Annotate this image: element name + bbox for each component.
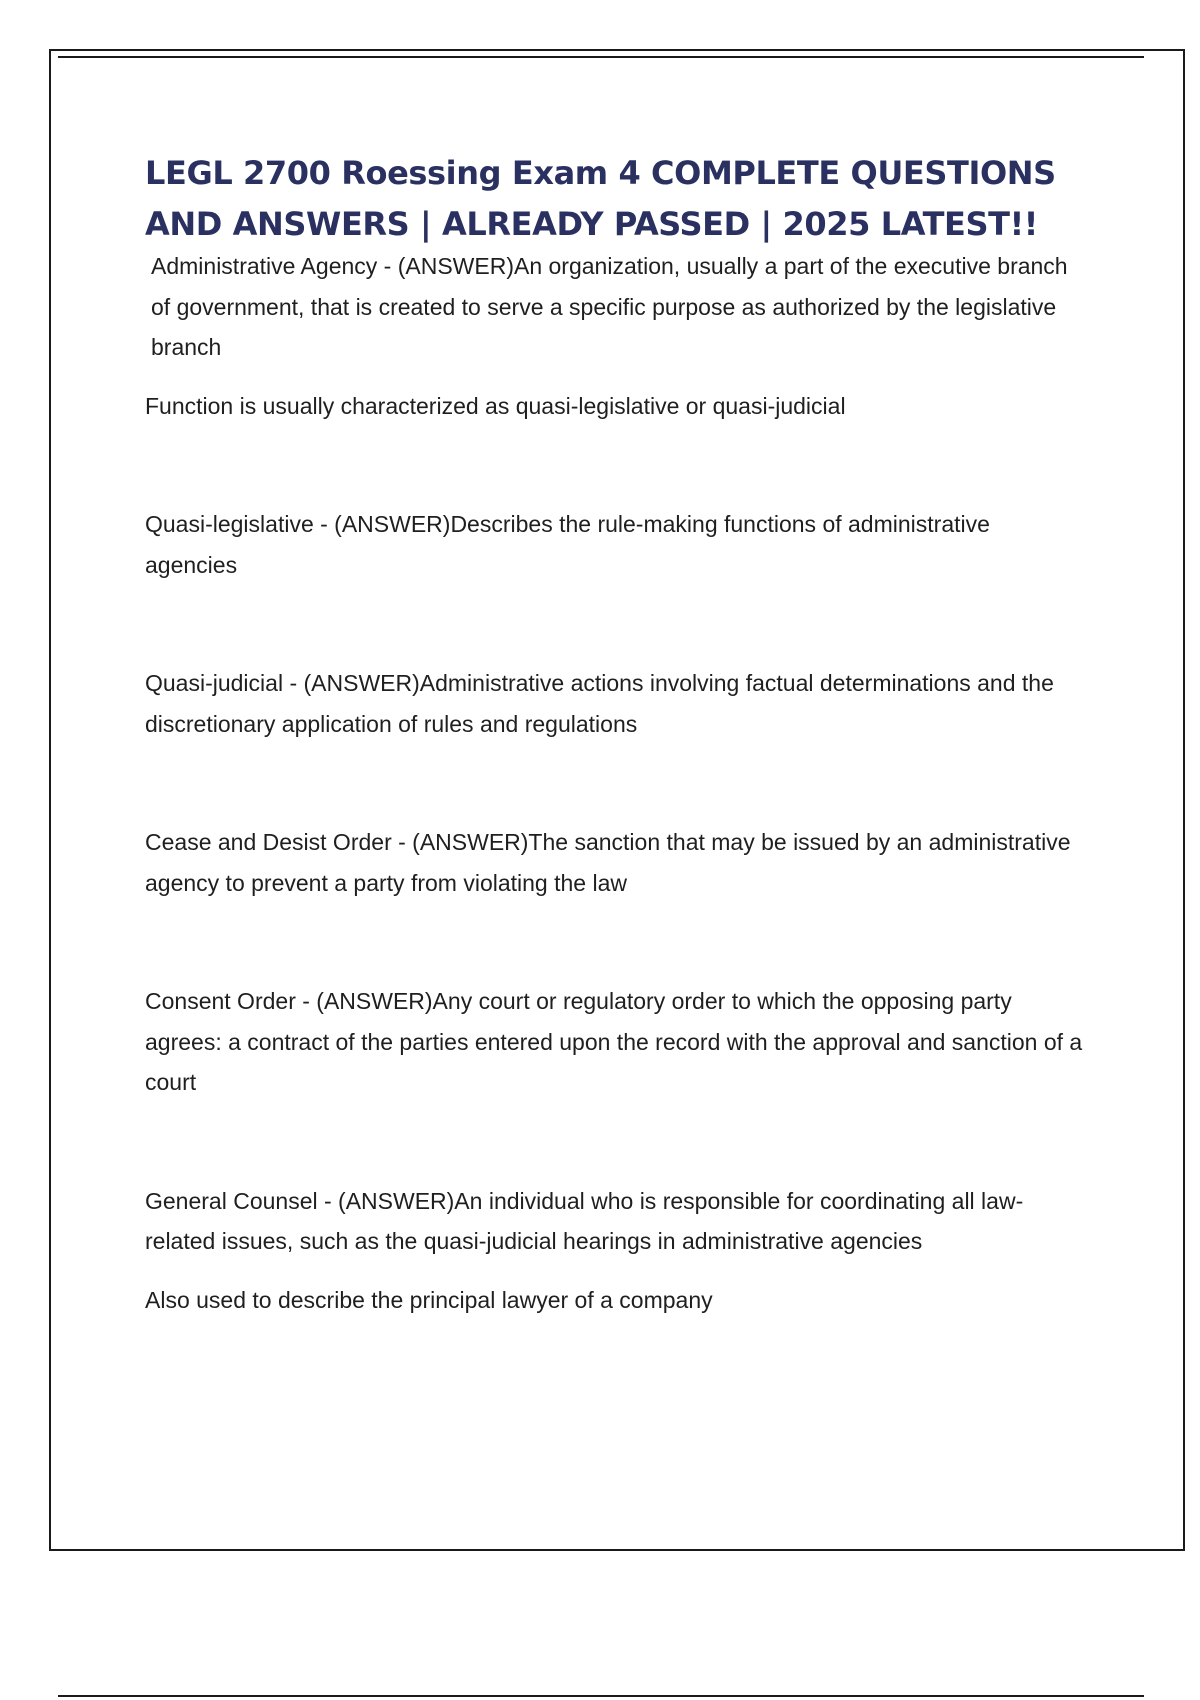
top-rule	[58, 56, 1144, 58]
qa-entry-quasi-judicial	[145, 663, 1085, 744]
qa-entry-text: General Counsel - (ANSWER)An individual who is responsible for coordinating all law-related issues, such as the quasi-judicial hearings in administrative agencies	[145, 1187, 1024, 1254]
qa-entry-general-counsel	[145, 1181, 1085, 1321]
qa-entry-text: Administrative Agency - (ANSWER)An organization, usually a part of the executive branch of government, that is created to serve a specific purpose as authorized by the legislative branch	[151, 253, 1068, 360]
qa-entry-quasi-legislative	[145, 504, 1085, 585]
qa-entry-text: Quasi-judicial - (ANSWER)Administrative actions involving factual determinations and the discretionary application of rules and regulations	[145, 670, 1054, 737]
qa-entry-text: Consent Order - (ANSWER)Any court or regulatory order to which the opposing party agrees: a contract of the parties entered upon the record with the approval and sanction of a court	[145, 988, 1083, 1095]
qa-entry-note: Function is usually characterized as quasi-legislative or quasi-judicial	[145, 392, 846, 419]
qa-entry-text: Quasi-legislative - (ANSWER)Describes the rule-making functions of administrative agencies	[145, 511, 990, 578]
bottom-rule	[58, 1695, 1144, 1697]
document-title: LEGL 2700 Roessing Exam 4 COMPLETE QUESTIONS AND ANSWERS | ALREADY PASSED | 2025 LATEST!!	[145, 154, 1056, 243]
qa-entry-administrative-agency	[145, 246, 1085, 426]
qa-entry-note: Also used to describe the principal lawyer of a company	[145, 1286, 713, 1313]
document-content	[145, 148, 1085, 1320]
qa-entry-consent-order	[145, 981, 1085, 1103]
qa-entry-text: Cease and Desist Order - (ANSWER)The sanction that may be issued by an administrative agency to prevent a party from violating the law	[145, 829, 1071, 896]
qa-entry-cease-and-desist	[145, 822, 1085, 903]
